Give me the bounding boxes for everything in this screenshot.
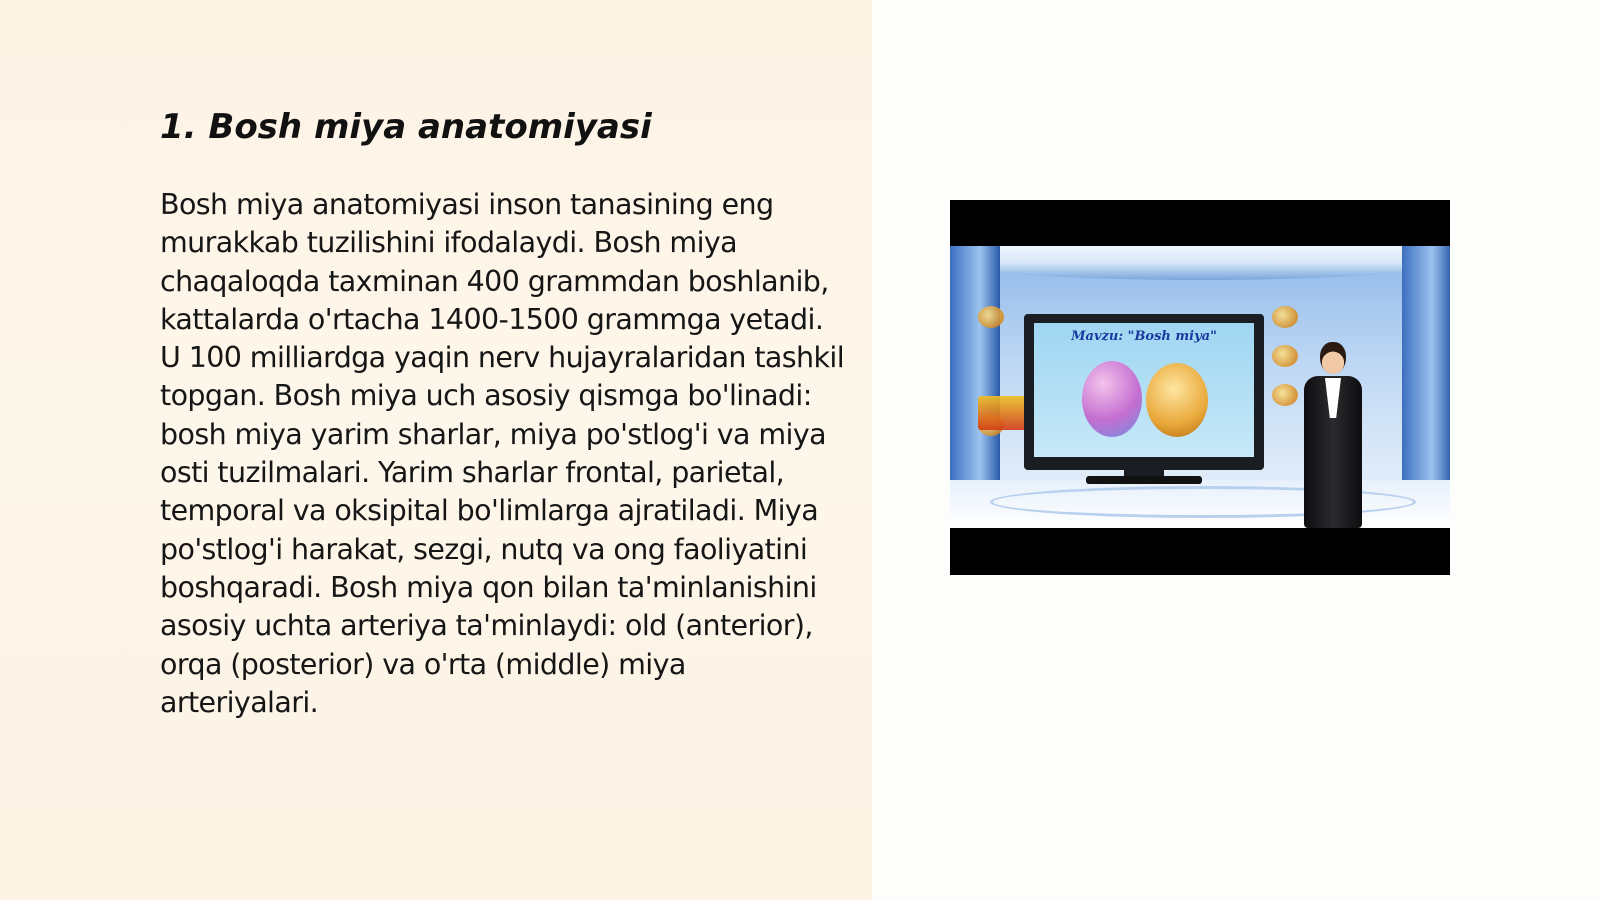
- tv-base: [1086, 476, 1202, 484]
- studio-logo-icon: [978, 306, 1004, 328]
- studio-floor: [950, 480, 1450, 528]
- studio-scene: [950, 246, 1450, 528]
- video-thumbnail[interactable]: [950, 200, 1450, 575]
- studio-logo-icon: [1272, 306, 1298, 328]
- brain-section-image: [1146, 363, 1208, 437]
- presenter-head: [1320, 342, 1346, 374]
- tv-monitor: [1024, 314, 1264, 470]
- tv-screen: [1034, 323, 1254, 457]
- brain-hemisphere-image: [1082, 361, 1142, 437]
- studio-arc: [950, 246, 1450, 280]
- slide-body-text: Bosh miya anatomiyasi inson tanasining eng murakkab tuzilishini ifodalaydi. Bosh miya chaqaloqda taxminan 400 grammdan boshlanib, kattalarda o'rtacha 1400-1500 grammga yetadi. U 100 milliardga yaqin nerv hujayralaridan tashkil topgan. Bosh miya uch asosiy qismga bo'linadi: bosh miya yarim sharlar, miya po'stlog'i va miya osti tuzilmalari. Yarim sharlar frontal, parietal, temporal va oksipital bo'limlarga ajratiladi. Miya po'stlog'i harakat, sezgi, nutq va ong faoliyatini boshqaradi. Bosh miya qon bilan ta'minlanishini asosiy uchta arteriya ta'minlaydi: old (anterior), orqa (posterior) va o'rta (middle) miya arteriyalari.: [160, 188, 845, 719]
- presenter-figure: [1294, 342, 1372, 528]
- tv-screen-caption: Mavzu: "Bosh miya": [1071, 329, 1217, 344]
- slide-title: 1. Bosh miya anatomiyasi: [160, 107, 652, 147]
